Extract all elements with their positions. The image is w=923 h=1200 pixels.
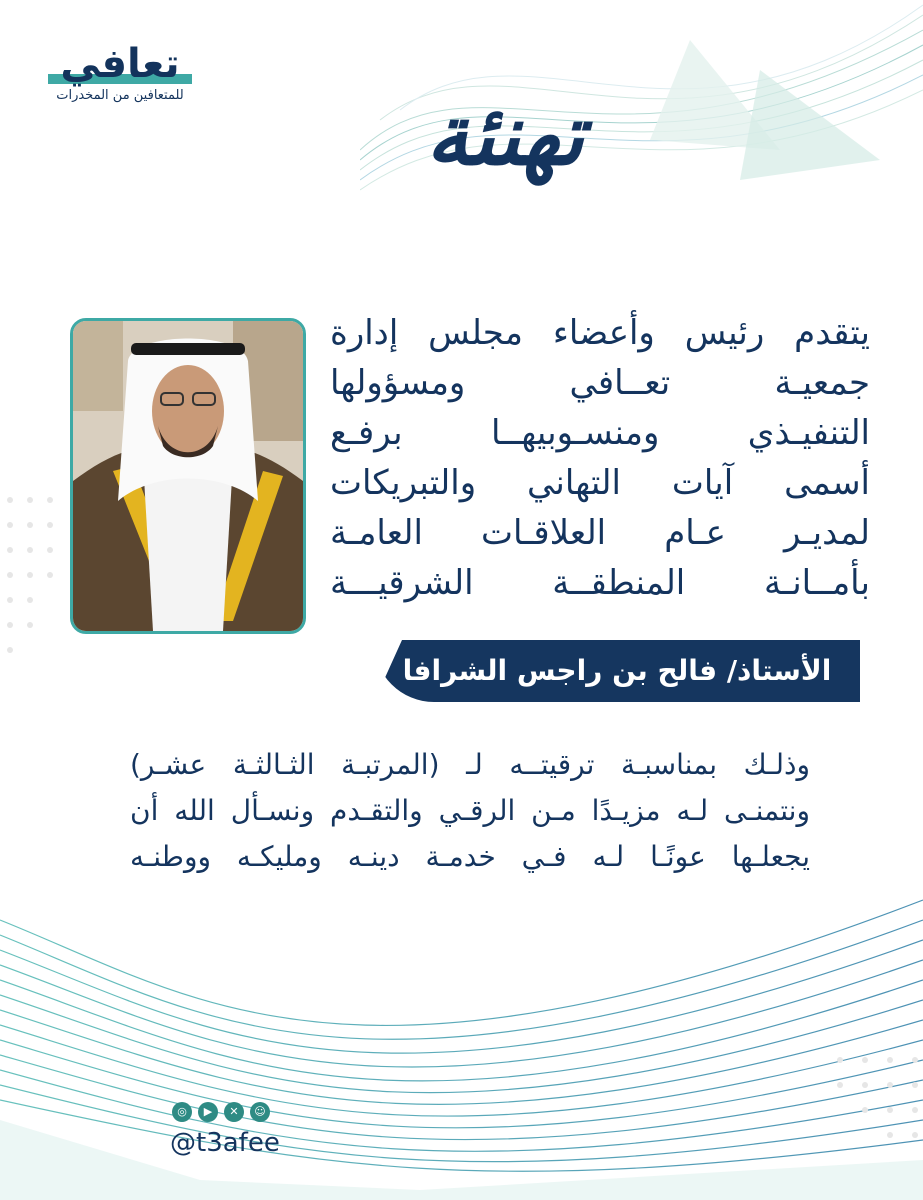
intro-line: التنفيـذي ومنسـوبيهــا برفـع: [330, 413, 870, 453]
honoree-portrait: [70, 318, 306, 634]
social-handle[interactable]: @t3afee: [170, 1128, 280, 1158]
social-icons: [172, 1102, 270, 1122]
intro-line: بأمــانـة المنطقــة الشرقيـــة: [330, 563, 870, 603]
instagram-icon[interactable]: ◎: [172, 1102, 192, 1122]
youtube-icon[interactable]: ▶: [198, 1102, 218, 1122]
congratulation-intro: [330, 308, 870, 608]
page-title: تهنئة: [426, 85, 584, 184]
intro-line: أسمى آيات التهاني والتبريكات: [330, 463, 870, 503]
intro-line: جمعيـة تعــافي ومسؤولها: [330, 363, 870, 403]
logo-wordmark: تعافي: [60, 41, 180, 87]
logo-tagline: للمتعافين من المخدرات: [56, 88, 184, 103]
congratulation-body: [130, 742, 810, 880]
snapchat-icon[interactable]: ☺: [250, 1102, 270, 1122]
intro-line: لمديـر عـام العلاقـات العامـة: [330, 513, 870, 553]
bottom-wave-decoration: [0, 860, 923, 1200]
intro-line: يتقدم رئيس وأعضاء مجلس إدارة: [330, 313, 870, 353]
honoree-name: الأستاذ/ فالح بن راجس الشرافا: [402, 654, 832, 687]
dot-pattern-right: [820, 1040, 923, 1200]
body-line: وذلـك بمناسبـة ترقيتــه لـ (المرتبـة الثـالثـة عشـر): [130, 748, 810, 781]
body-line: يجعلـها عونًـا لـه فـي خدمـة دينـه ومليكـه ووطنـه: [130, 840, 810, 873]
x-icon[interactable]: ✕: [224, 1102, 244, 1122]
body-line: ونتمنـى لـه مزيـدًا مـن الرقـي والتقـدم ونسـأل الله أن: [130, 794, 810, 827]
portrait-illustration: [73, 321, 303, 631]
organization-logo: [40, 40, 200, 103]
